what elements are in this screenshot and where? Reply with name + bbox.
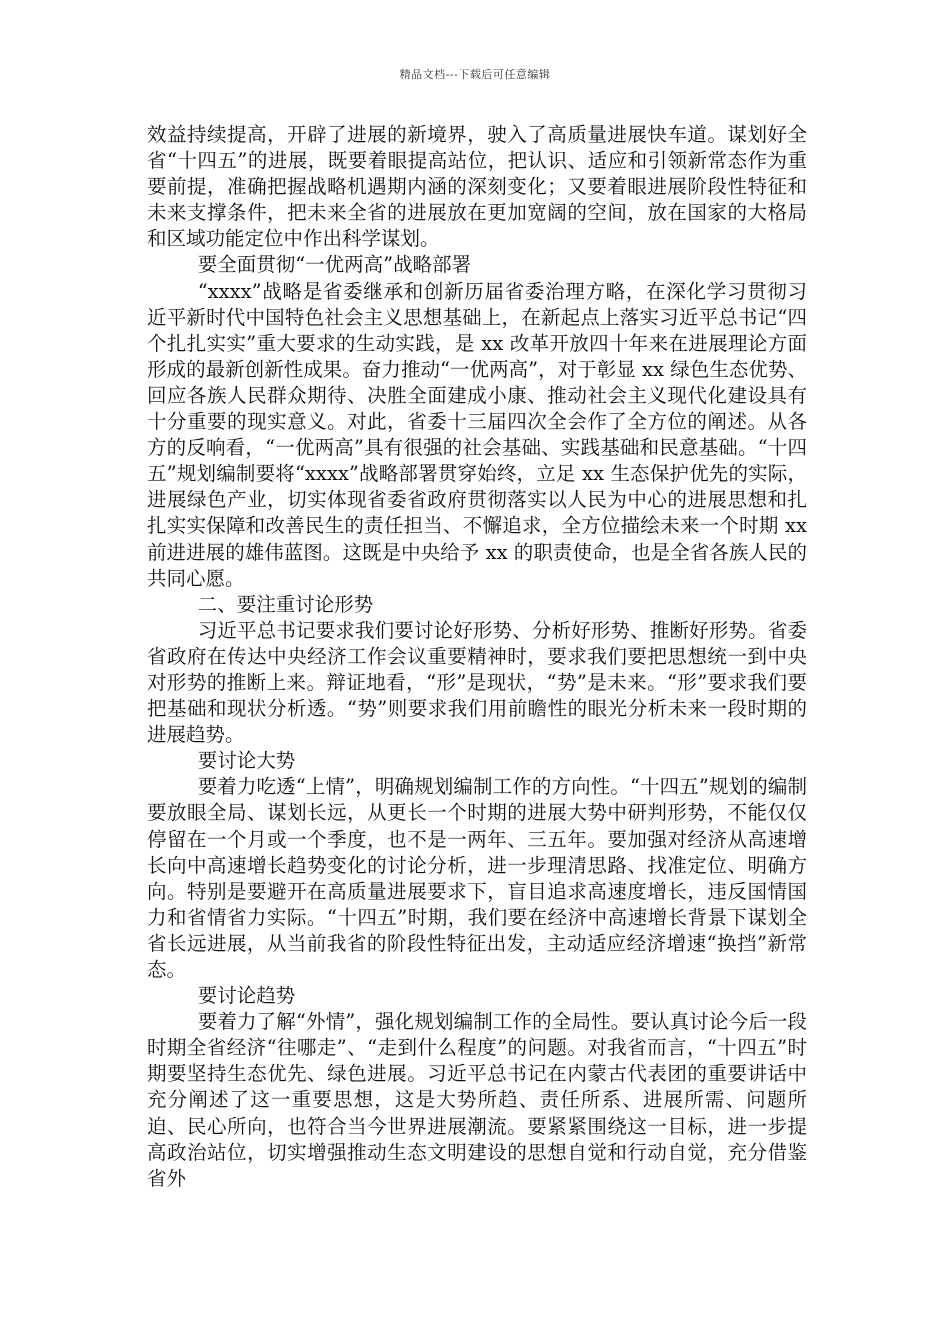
section-heading-yiyou-lianggao: 要全面贯彻“一优两高”战略部署 xyxy=(197,253,472,277)
paragraph-1: 效益持续提高，开辟了进展的新境界，驶入了高质量进展快车道。谋划好全省“十四五”的进展，既要着眼提高站位，把认识、适应和引领新常态作为重要前提，准确把握战略机遇期内涵的深刻变化；又要着眼进展阶段性特征和未来支撑条件，把未来全省的进展放在更加宽阔的空间，放在国家的大格局和区域功能定位中作出科学谋划。 xyxy=(147,123,807,251)
paragraph-2: “xxxx”战略是省委继承和创新历届省委治理方略，在深化学习贯彻习近平新时代中国特色社会主义思想基础上，在新起点上落实习近平总书记“四个扎扎实实”重大要求的生动实践，是 xx 改革开放四十年来在进展理论方面形成的最新创新性成果。奋力推动“一优两高”，对于彰显 xx 绿色生态优势、回应各族人民群众期待、决胜全面建成小康、推动社会主义现代化建设具有十分重要的现实意义。对此，省委十三届四次全会作了全方位的阐述。从各方的反响看，“一优两高”具有很强的社会基础、实践基础和民意基础。“十四五”规划编制要将“xxxx”战略部署贯穿始终，立足 xx 生态保护优先的实际，进展绿色产业，切实体现省委省政府贯彻落实以人民为中心的进展思想和扎扎实实保障和改善民生的责任担当、不懈追求，全方位描绘未来一个时期 xx 前进进展的雄伟蓝图。这既是中央给予 xx 的职责使命，也是全省各族人民的共同心愿。 xyxy=(147,279,807,590)
running-header: 精品文档---下载后可任意编辑 xyxy=(399,68,551,81)
section-heading-trend: 要讨论趋势 xyxy=(197,984,296,1008)
section-heading-big-trend: 要讨论大势 xyxy=(197,749,296,773)
document-body xyxy=(147,122,807,1192)
paragraph-4: 要着力吃透“上情”，明确规划编制工作的方向性。“十四五”规划的编制要放眼全局、谋划长远，从更长一个时期的进展大势中研判形势，不能仅仅停留在一个月或一个季度，也不是一两年、三五年。要加强对经济从高速增长向中高速增长趋势变化的讨论分析，进一步理清思路、找准定位、明确方向。特别是要避开在高质量进展要求下，盲目追求高速度增长，违反国情国力和省情省力实际。“十四五”时期，我们要在经济中高速增长背景下谋划全省长远进展，从当前我省的阶段性特征出发，主动适应经济增速“换挡”新常态。 xyxy=(147,775,807,981)
section-heading-situation: 二、要注重讨论形势 xyxy=(197,592,374,616)
paragraph-5: 要着力了解“外情”，强化规划编制工作的全局性。要认真讨论今后一段时期全省经济“往哪走”、“走到什么程度”的问题。对我省而言，“十四五”时期要坚持生态优先、绿色进展。习近平总书记在内蒙古代表团的重要讲话中充分阐述了这一重要思想，这是大势所趋、责任所系、进展所需、问题所迫、民心所向，也符合当今世界进展潮流。要紧紧围绕这一目标，进一步提高政治站位，切实增强推动生态文明建设的思想自觉和行动自觉，充分借鉴省外 xyxy=(147,1010,807,1190)
paragraph-3: 习近平总书记要求我们要讨论好形势、分析好形势、推断好形势。省委省政府在传达中央经济工作会议重要精神时，要求我们要把思想统一到中央对形势的推断上来。辩证地看，“形”是现状，“势”是未来。“形”要求我们要把基础和现状分析透。“势”则要求我们用前瞻性的眼光分析未来一段时期的进展趋势。 xyxy=(147,618,807,747)
